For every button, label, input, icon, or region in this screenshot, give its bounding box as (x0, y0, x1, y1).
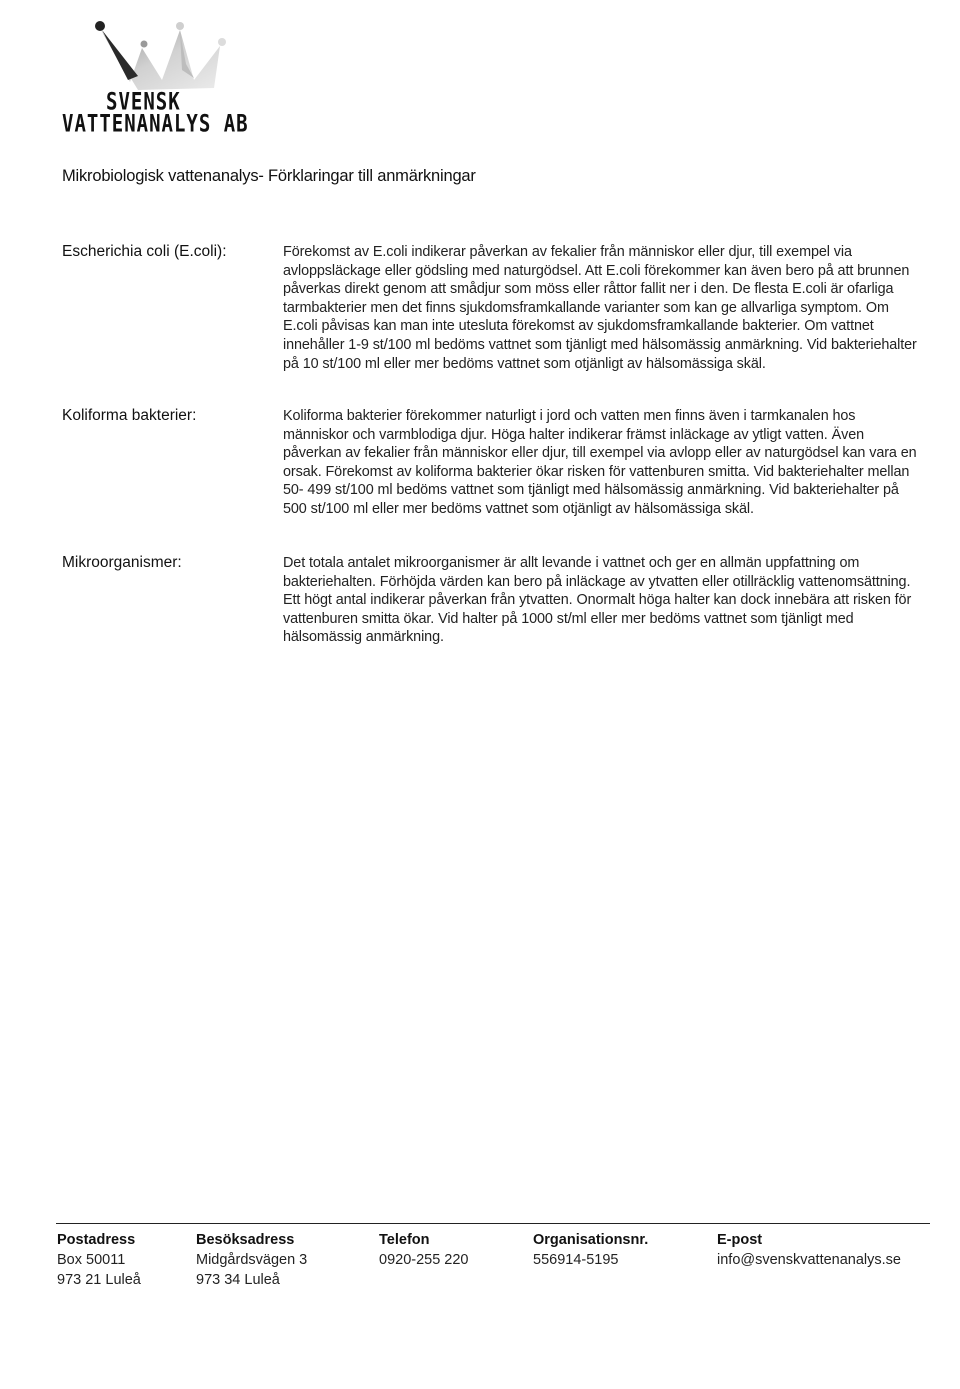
footer-line: Box 50011 (57, 1252, 126, 1268)
section-text: Förekomst av E.coli indikerar påverkan av fekalier från människor eller djur, till exempel via avloppsläckage eller gödsling med naturgödsel. Att E.coli förekommer kan även bero på att brunnen påverkas direkt genom att smådjur som möss eller råttor fallit ner i den. De flesta E.coli är ofarliga tarmbakterier men det finns sjukdomsframkallande varianter som kan ge allvarliga symptom. Om E.coli påvisas kan man inte utesluta förekomst av sjukdomsframkallande bakterier. Om vattnet innehåller 1-9 st/100 ml bedöms vattnet som tjänligt med hälsomässig anmärkning. Vid bakteriehalter på 10 st/100 ml eller mer bedöms vattnet som otjänligt av hälsomässiga skäl. (283, 244, 917, 372)
footer-heading: E-post (717, 1232, 763, 1248)
footer-email (717, 1230, 901, 1270)
footer-heading: Organisationsnr. (533, 1232, 649, 1248)
footer-line: Midgårdsvägen 3 (196, 1252, 308, 1268)
footer-org (533, 1230, 648, 1270)
footer-line: 0920-255 220 (379, 1252, 469, 1268)
section-text: Det totala antalet mikroorganismer är allt levande i vattnet och ger en allmän uppfattning om bakteriehalten. Förhöjda värden kan bero på inläckage av ytvatten eller otillräcklig vattenomsättning. Ett högt antal indikerar påverkan från ytvatten. Onormalt höga halter kan dock innebära att risken för vattenburen smitta ökar. Vid halter på 1000 st/ml eller mer bedöms vattnet som tjänligt med hälsomässig anmärkning. (283, 555, 912, 646)
crown-icon (82, 10, 252, 98)
footer-visit (196, 1230, 307, 1290)
footer-line: 973 34 Luleå (196, 1272, 280, 1288)
brand-name-line2: VATTENANALYS AB (62, 110, 249, 138)
footer-line: 973 21 Luleå (57, 1272, 141, 1288)
document-title: Mikrobiologisk vattenanalys- Förklaringar till anmärkningar (62, 167, 476, 185)
section-text: Koliforma bakterier förekommer naturligt i jord och vatten men finns även i tarmkanalen hos människor och varmblodiga djur. Höga halter indikerar främst inläckage av ytligt vatten. Även påverkan av fekalier från människor eller djur, till exempel via avlopp eller av naturgödsel kan vara en orsak. Förekomst av koliforma bakterier ökar risken för vattenburen smitta. Vid bakteriehalter mellan 50- 499 st/100 ml bedöms vattnet som tjänligt med hälsomässig anmärkning. Vid bakteriehalter på 500 st/100 ml eller mer bedöms vattnet som otjänligt av hälsomässiga skäl. (283, 408, 917, 517)
footer-heading: Telefon (379, 1232, 430, 1248)
section-label: Escherichia coli (E.coli): (62, 243, 227, 260)
company-logo (62, 10, 262, 138)
footer-postal (57, 1230, 141, 1290)
brand-name-line1: SVENSK (106, 88, 181, 116)
footer-email-address: info@svenskvattenanalys.se (717, 1252, 901, 1268)
section-label: Mikroorganismer: (62, 554, 182, 571)
footer-divider (56, 1223, 930, 1224)
section-label: Koliforma bakterier: (62, 407, 197, 424)
footer-line: 556914-5195 (533, 1252, 619, 1268)
footer-phone (379, 1230, 469, 1270)
footer-heading: Besöksadress (196, 1232, 295, 1248)
footer-heading: Postadress (57, 1232, 136, 1248)
